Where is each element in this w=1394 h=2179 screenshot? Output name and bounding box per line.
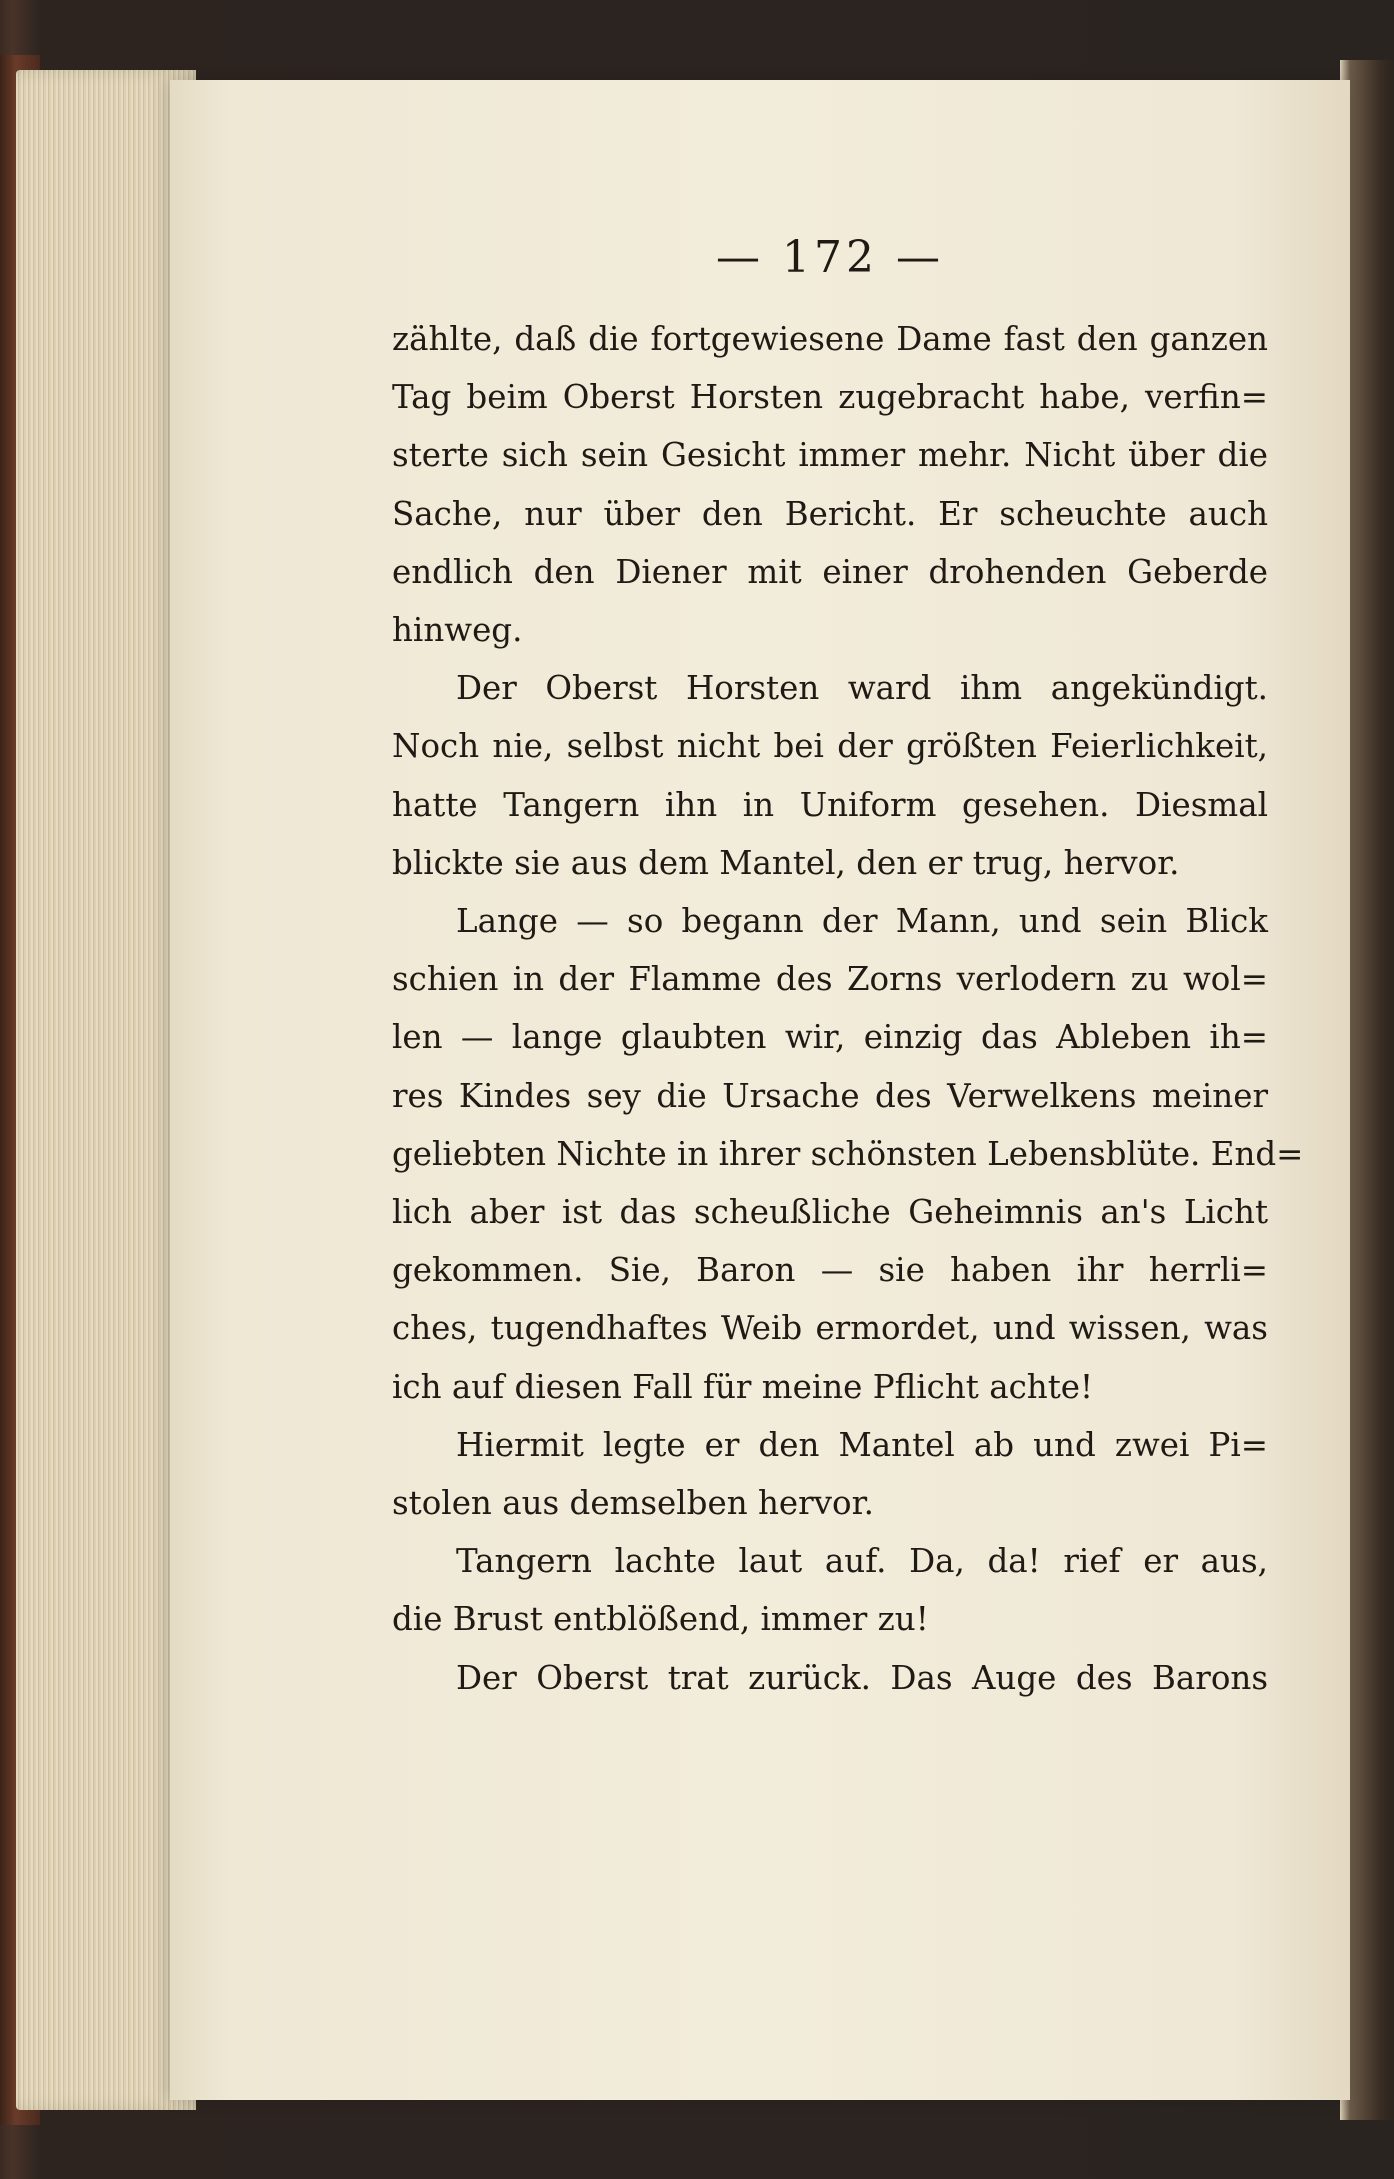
text-line: len — lange glaubten wir, einzig das Ableben ih= — [392, 1018, 1268, 1057]
paragraph — [392, 1416, 1268, 1532]
text-line: Der Oberst Horsten ward ihm angekündigt. — [456, 669, 1268, 708]
text-line: endlich den Diener mit einer drohenden Geberde — [392, 552, 1268, 591]
text-line: schien in der Flamme des Zorns verlodern zu wol= — [392, 960, 1268, 999]
text-line: geliebten Nichte in ihrer schönsten Lebensblüte. End= — [392, 1134, 1304, 1173]
paragraph — [392, 892, 1304, 1416]
text-line: sterte sich sein Gesicht immer mehr. Nicht über die — [392, 436, 1268, 475]
text-line: Noch nie, selbst nicht bei der größten Feierlichkeit, — [392, 727, 1268, 766]
text-line: Lange — so begann der Mann, und sein Blick — [456, 902, 1268, 941]
page-stack-edge — [16, 70, 196, 2110]
paragraph — [392, 1532, 1268, 1648]
text-line: ich auf diesen Fall für meine Pflicht achte! — [392, 1367, 1094, 1406]
page-text — [392, 226, 1304, 1707]
text-line: gekommen. Sie, Baron — sie haben ihr herrli= — [392, 1251, 1268, 1290]
paragraph — [392, 310, 1268, 659]
text-line: Tangern lachte laut auf. Da, da! rief er aus, — [456, 1542, 1268, 1581]
text-line: lich aber ist das scheußliche Geheimnis an's Licht — [392, 1193, 1268, 1232]
text-line: die Brust entblößend, immer zu! — [392, 1600, 929, 1639]
text-line: hinweg. — [392, 611, 523, 650]
text-line: res Kindes sey die Ursache des Verwelkens meiner — [392, 1076, 1268, 1115]
paragraph — [392, 659, 1268, 892]
text-line: hatte Tangern ihn in Uniform gesehen. Diesmal — [392, 785, 1268, 824]
text-line: Tag beim Oberst Horsten zugebracht habe, verfin= — [392, 378, 1268, 417]
text-line: blickte sie aus dem Mantel, den er trug, hervor. — [392, 843, 1180, 882]
text-line: Hiermit legte er den Mantel ab und zwei Pi= — [456, 1425, 1268, 1464]
text-line: Der Oberst trat zurück. Das Auge des Barons — [456, 1658, 1268, 1697]
text-line: ches, tugendhaftes Weib ermordet, und wissen, was — [392, 1309, 1268, 1348]
text-line: zählte, daß die fortgewiesene Dame fast den ganzen — [392, 320, 1268, 358]
paragraph — [392, 1649, 1268, 1707]
text-line: stolen aus demselben hervor. — [392, 1484, 874, 1523]
page-number: — 172 — — [716, 232, 944, 283]
text-line: Sache, nur über den Bericht. Er scheuchte auch — [392, 494, 1268, 533]
